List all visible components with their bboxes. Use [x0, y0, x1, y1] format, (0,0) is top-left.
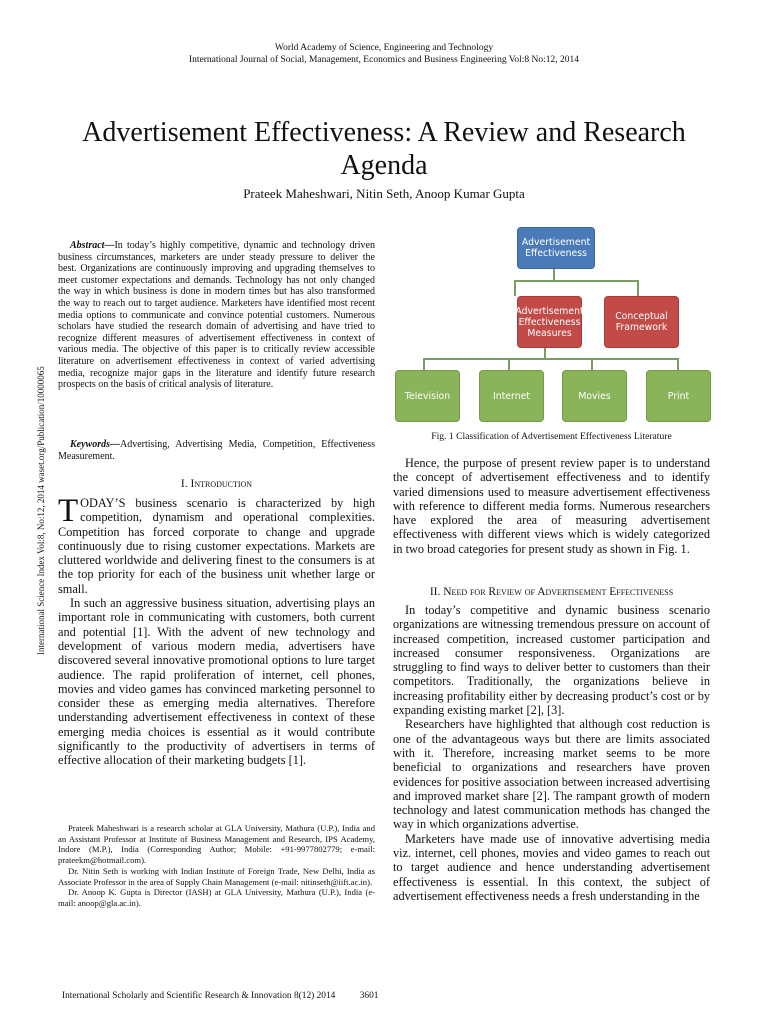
keywords-dash: —	[110, 439, 120, 450]
footnote: Dr. Anoop K. Gupta is Director (IASH) at GLA University, Mathura (U.P.), India (e-mail: anoop@gla.ac.in).	[58, 887, 375, 908]
intro-paragraph-1: ODAY’S business scenario is characterized by high competition, dynamism and operational complexities. Competition has forced corporate to change and upgrade continuously due to rising customer expectations. Markets are cluttered worldwide and delivering finest to the consumers is at the top priority for each of the business unit whether large or small.	[58, 496, 375, 596]
journal-header	[0, 42, 768, 66]
footer-journal: International Scholarly and Scientific Research & Innovation 8(12) 2014	[62, 991, 336, 1001]
paper-title: Advertisement Effectiveness: A Review and Research Agenda	[82, 117, 686, 181]
introduction-body	[58, 493, 375, 768]
connector-line	[508, 358, 510, 370]
section-heading-introduction	[58, 478, 375, 490]
diagram-leaf-print: Print	[646, 370, 711, 422]
connector-line	[514, 280, 551, 282]
section-2-paragraph-1: In today’s competitive and dynamic business scenario organizations are witnessing tremendous pressure on account of increased competition, increased customer participation and increased consumer responsiveness. Organizations are struggling to find ways to deliver better to customers than their competitors. Traditionally, the organizations believe in increasing profitability either by decreasing product’s cost or by expanding existing market [2], [3].	[393, 603, 710, 718]
header-line-1: World Academy of Science, Engineering and Technology	[274, 43, 494, 53]
connector-line	[514, 280, 516, 296]
right-column-intro	[393, 456, 710, 556]
section-number: I.	[180, 478, 188, 490]
keywords-text: Advertising, Advertising Media, Competition, Effectiveness Measurement.	[58, 439, 375, 462]
diagram-node-root: Advertisement Effectiveness	[517, 227, 595, 269]
section-2-paragraph-2: Researchers have highlighted that although cost reduction is one of the advantageous ways but there are limits associated with it. Therefore, increasing market seems to be more beneficial to organizations and researchers have proven evidences for positive association between increased advertising and improved market share [2]. The rampant growth of modern technology and latest communication methods has changed the way in which organizations advertise.	[393, 717, 710, 832]
abstract-label: Abstract	[70, 240, 105, 251]
connector-line	[677, 358, 679, 370]
diagram-node-framework: Conceptual Framework	[604, 296, 679, 348]
connector-line	[423, 358, 425, 370]
page-number: 3601	[359, 991, 379, 1001]
connector-line	[637, 280, 639, 296]
section-title: Need for Review of Advertisement Effectiveness	[443, 586, 674, 598]
section-number: II.	[429, 586, 441, 598]
page-footer	[62, 991, 378, 1001]
connector-line	[551, 280, 639, 282]
drop-cap: T	[58, 493, 79, 529]
diagram-leaf-internet: Internet	[479, 370, 544, 422]
footnote: Dr. Nitin Seth is working with Indian Institute of Foreign Trade, New Delhi, India as Associate Professor in the area of Supply Chain Management (e-mail: nitinseth@iift.ac.in).	[58, 865, 375, 887]
diagram-node-measures: Advertisement Effectiveness Measures	[517, 296, 582, 348]
connector-line	[423, 358, 679, 360]
author-footnotes	[58, 823, 375, 909]
connector-line	[591, 358, 593, 370]
figure-caption: Fig. 1 Classification of Advertisement Effectiveness Literature	[431, 431, 672, 442]
figure-1-diagram	[393, 225, 713, 425]
abstract	[58, 240, 375, 391]
header-line-2: International Journal of Social, Management, Economics and Business Engineering Vol:8 No:12, 2014	[188, 55, 580, 65]
abstract-dash: —	[104, 240, 115, 251]
keywords-label: Keywords	[70, 439, 110, 450]
section-2-body	[393, 603, 710, 903]
keywords	[58, 439, 375, 462]
footnote: Prateek Maheshwari is a research scholar at GLA University, Mathura (U.P.), India and an Assistant Professor at Institute of Business Management and Research, IPS Academy, Indore (M.P.), India (Corresponding Author; Mobile: +91-9977802779; e-mail: prateekm@hotmail.com).	[58, 823, 375, 866]
side-index-text: International Science Index Vol:8, No:12, 2014 waset.org/Publication/10000065	[36, 366, 46, 655]
abstract-text: In today’s highly competitive, dynamic and technology driven business circumstances, marketers are under steady pressure to deliver the best. Organizations are continuously improving and upgrading themselves to meet customer expectations and demands. Technology has not only changed the way in which business is done in modern times but has also transformed the way to reach out to target audience. Marketers have identified most recent media options to communicate and convince potential customers. Numerous scholars have studied the research domain of advertising and have tried to recognize different measures of advertisement effectiveness in context of various media. The objective of this paper is to critically review accessible literature on advertisement effectiveness in context of varied advertising media, recognize major gaps in the literature and identify future research prospects on the basis of critical analysis of literature.	[58, 240, 375, 391]
section-2-paragraph-3: Marketers have made use of innovative advertising media viz. internet, cell phones, movies and video games to reach out to target audience and hence understanding advertisement effectiveness is essential. In this context, the subject of advertisement effectiveness needs a fresh understanding in the	[393, 831, 710, 903]
right-paragraph-1: Hence, the purpose of present review paper is to understand the concept of advertisement effectiveness and to identify varied dimensions used to measure advertisement effectiveness with reference to different media forms. Numerous researchers have explored the area of measuring advertisement effectiveness with different views which is widely categorized in two broad categories for present study as shown in Fig. 1.	[393, 456, 710, 556]
section-title: Introduction	[190, 478, 253, 490]
diagram-leaf-movies: Movies	[562, 370, 627, 422]
intro-paragraph-2: In such an aggressive business situation, advertising plays an important role in communicating with customers, both current and potential [1]. With the advent of new technology and development of various modern media, advertisers have discovered several innovative promotional options to lure target audience. The rapid proliferation of internet, cell phones, movies and video games has convinced marketing personnel to consider these as emerging media alternatives. Therefore understanding advertisement effectiveness in context of these emerging media choices is essential as it would contribute significantly to the productivity of advertisers in terms of effective allocation of their marketing budgets [1].	[58, 596, 375, 768]
diagram-leaf-television: Television	[395, 370, 460, 422]
connector-line	[553, 267, 555, 281]
paper-authors: Prateek Maheshwari, Nitin Seth, Anoop Kumar Gupta	[243, 186, 525, 201]
section-heading-need-for-review	[393, 586, 710, 598]
